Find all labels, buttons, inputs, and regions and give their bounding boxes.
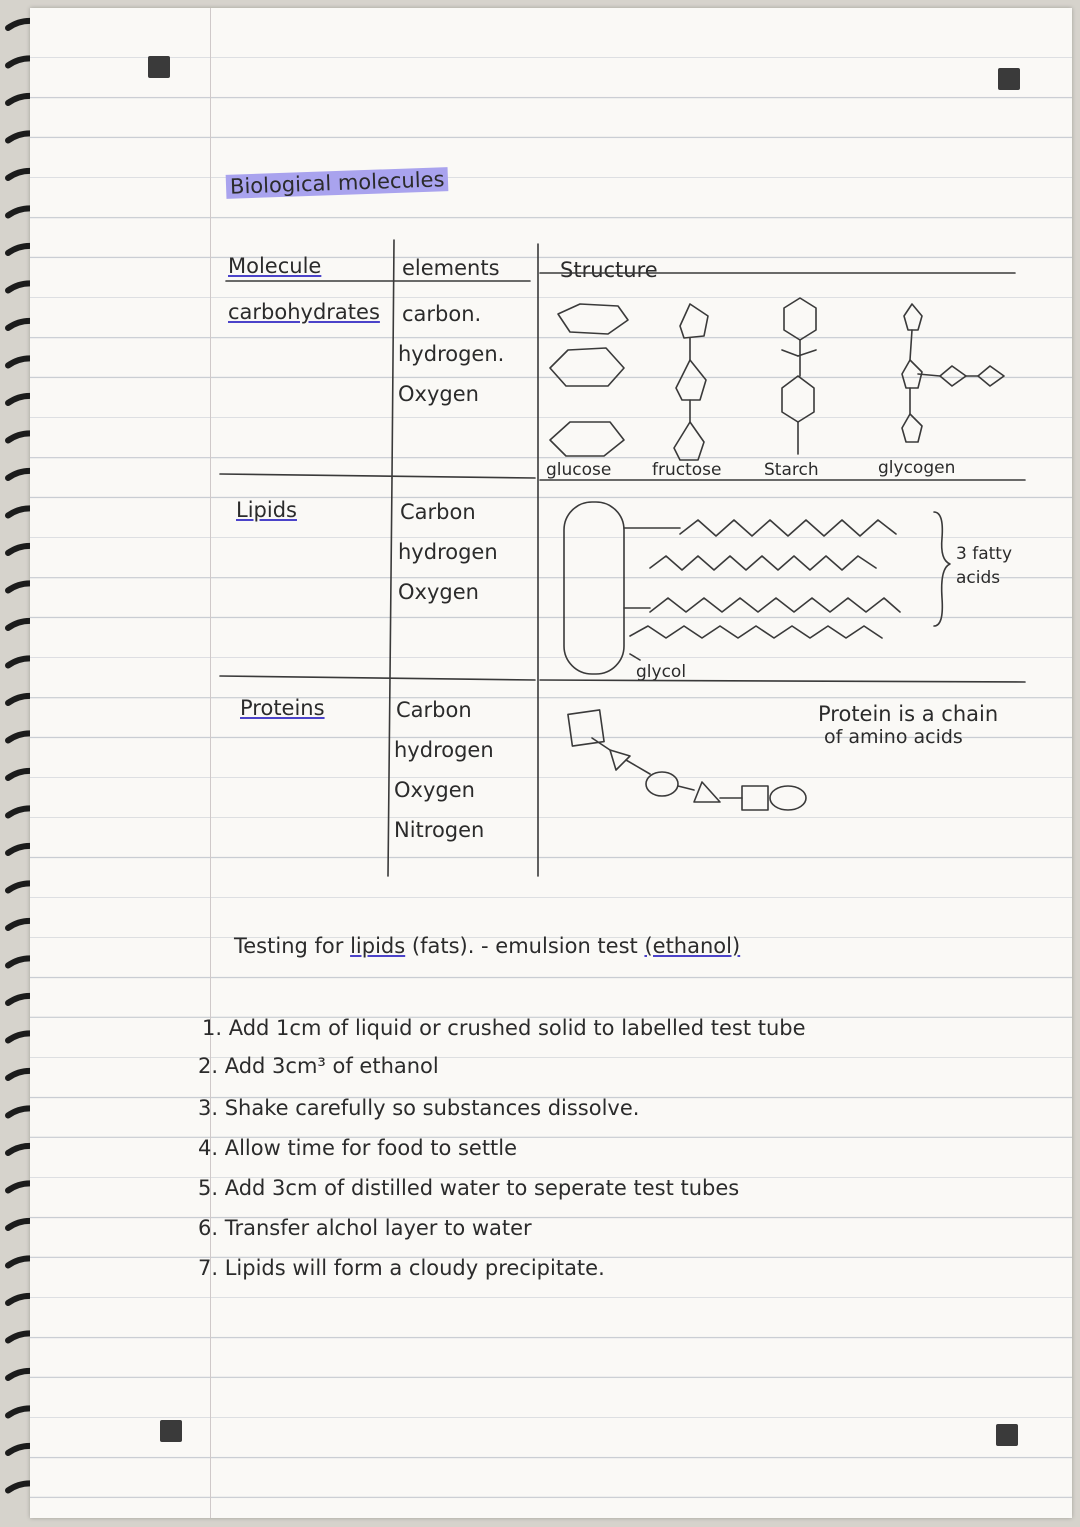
label-glycol: glycol <box>636 662 687 682</box>
label-fructose: fructose <box>652 460 722 480</box>
label-glucose: glucose <box>546 460 612 480</box>
label-glycogen: glycogen <box>878 458 956 478</box>
label-fatty: 3 fatty <box>956 544 1013 564</box>
element-item: Carbon <box>396 698 472 722</box>
element-item: Oxygen <box>398 382 479 406</box>
molecule-structure-drawings <box>30 8 1072 1518</box>
element-item: hydrogen. <box>398 342 505 366</box>
element-item: carbon. <box>402 302 482 326</box>
notebook-page <box>30 8 1072 1518</box>
test-heading-part: (ethanol) <box>644 934 741 958</box>
header-elements: elements <box>402 256 500 280</box>
test-step: 1. Add 1cm of liquid or crushed solid to labelled test tube <box>202 1016 806 1040</box>
molecule-proteins: Proteins <box>240 696 325 720</box>
test-heading-part: (fats). - emulsion test <box>411 934 638 958</box>
test-step: 4. Allow time for food to settle <box>198 1136 518 1160</box>
element-item: hydrogen <box>394 738 494 762</box>
test-step: 6. Transfer alchol layer to water <box>198 1216 532 1240</box>
element-item: Nitrogen <box>394 818 485 842</box>
test-heading-part: lipids <box>350 934 406 958</box>
element-item: Oxygen <box>398 580 479 604</box>
test-heading <box>234 934 740 958</box>
protein-note-line: Protein is a chain <box>818 702 999 726</box>
molecule-carbohydrates: carbohydrates <box>228 300 380 324</box>
test-step: 7. Lipids will form a cloudy precipitate. <box>198 1256 605 1280</box>
element-item: Oxygen <box>394 778 475 802</box>
header-molecule: Molecule <box>228 254 322 278</box>
test-heading-part: for <box>314 934 344 958</box>
header-structure: Structure <box>560 258 658 282</box>
element-item: Carbon <box>400 500 476 524</box>
page-title: Biological molecules <box>226 167 449 199</box>
protein-note-line: of amino acids <box>824 726 963 748</box>
test-step: 5. Add 3cm of distilled water to seperate test tubes <box>198 1176 740 1200</box>
test-step: 3. Shake carefully so substances dissolve. <box>198 1096 640 1120</box>
element-item: hydrogen <box>398 540 498 564</box>
test-heading-part: Testing <box>234 934 308 958</box>
label-acids: acids <box>956 568 1001 588</box>
test-step: 2. Add 3cm³ of ethanol <box>198 1054 439 1078</box>
label-starch: Starch <box>764 460 819 480</box>
molecule-lipids: Lipids <box>236 498 297 522</box>
